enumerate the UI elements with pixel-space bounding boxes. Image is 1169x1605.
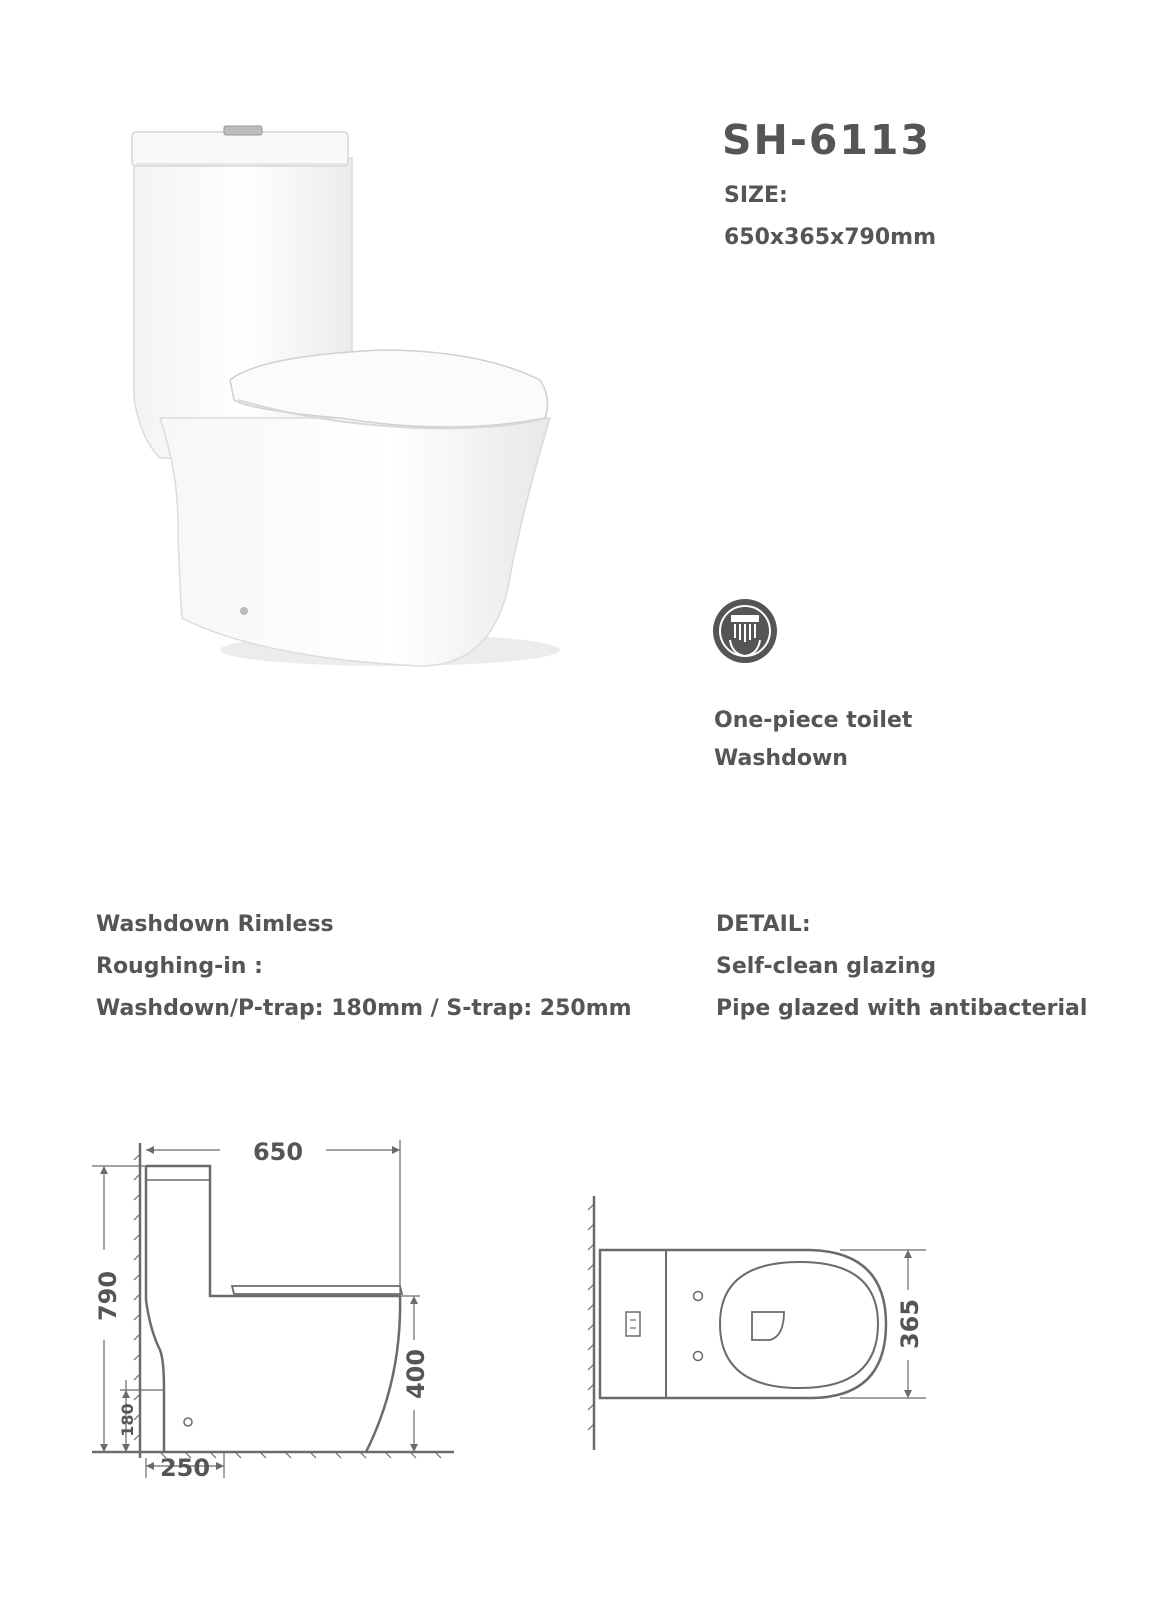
dim-height-label: 790 (94, 1270, 122, 1322)
feature-flush: Washdown (714, 746, 848, 771)
detail-title: DETAIL: (716, 912, 811, 937)
dim-seat-height-label: 400 (402, 1348, 430, 1400)
feature-type: One-piece toilet (714, 708, 913, 733)
spec-line-1: Washdown Rimless (96, 912, 334, 937)
size-label: SIZE: (724, 183, 788, 208)
dim-length-label: 650 (252, 1138, 304, 1166)
dim-strap-label: 250 (159, 1454, 211, 1482)
spec-line-3: Washdown/P-trap: 180mm / S-trap: 250mm (96, 996, 632, 1021)
dim-ptrap-label: 180 (118, 1403, 137, 1437)
spec-line-2: Roughing-in : (96, 954, 263, 979)
dim-width-label: 365 (896, 1298, 924, 1350)
size-value: 650x365x790mm (724, 225, 936, 250)
detail-item-2: Pipe glazed with antibacterial (716, 996, 1088, 1021)
model-number: SH-6113 (722, 116, 931, 164)
detail-item-1: Self-clean glazing (716, 954, 937, 979)
